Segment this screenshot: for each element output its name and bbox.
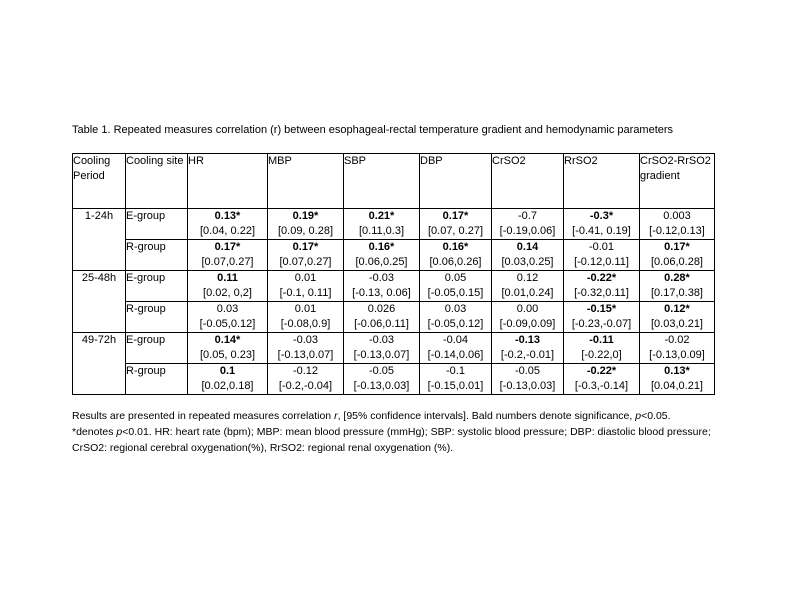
confidence-interval: [-0.32,0.11] (574, 287, 629, 299)
table-row (73, 333, 715, 364)
correlation-cell (188, 302, 268, 333)
correlation-value: 0.12* (664, 303, 690, 315)
confidence-interval: [-0.05,0.12] (199, 318, 256, 330)
correlation-value: -0.3* (589, 210, 614, 222)
correlation-cell (640, 302, 715, 333)
correlation-value: 0.19* (292, 210, 319, 222)
correlation-value: -0.05 (514, 365, 541, 377)
correlation-value: -0.11 (589, 334, 614, 346)
correlation-cell (564, 364, 640, 395)
correlation-cell (268, 271, 344, 302)
footnote-italic-p: p (116, 426, 123, 438)
correlation-value: -0.22* (586, 272, 617, 284)
confidence-interval: [-0.14,0.06] (427, 349, 484, 361)
confidence-interval: [0.05, 0.23] (199, 349, 256, 361)
confidence-interval: [0.03,0.21] (651, 318, 703, 330)
confidence-interval: [-0.22,0] (581, 349, 622, 361)
cooling-period-cell: 1-24h (73, 209, 126, 271)
confidence-interval: [-0.13, 0.06] (352, 287, 411, 299)
correlation-cell (344, 209, 420, 240)
cooling-period-cell: 25-48h (73, 271, 126, 333)
footnote-text: <0.01. HR: heart rate (bpm); MBP: mean blood pressure (mmHg); SBP: systolic blood pressure; DBP: diastolic blood pressure; (122, 426, 711, 438)
correlation-cell (420, 271, 492, 302)
correlation-value: -0.04 (442, 334, 469, 346)
correlation-cell (564, 333, 640, 364)
correlation-cell (640, 364, 715, 395)
correlation-value: 0.17* (214, 241, 241, 253)
confidence-interval: [0.07,0.27] (279, 256, 332, 268)
correlation-cell (420, 364, 492, 395)
confidence-interval: [0.17,0.38] (651, 287, 703, 299)
confidence-interval: [-0.09,0.09] (499, 318, 556, 330)
correlation-value: 0.21* (368, 210, 395, 222)
confidence-interval: [-0.08,0.9] (280, 318, 331, 330)
cooling-site-cell: R-group (126, 240, 188, 271)
footnote-italic-p: p (635, 410, 642, 422)
correlation-value: 0.17* (292, 241, 319, 253)
correlation-value: -0.01 (588, 241, 615, 253)
confidence-interval: [0.03,0.25] (501, 256, 554, 268)
correlation-cell (268, 364, 344, 395)
correlation-value: 0.03 (444, 303, 467, 315)
confidence-interval: [-0.13,0.09] (649, 349, 705, 361)
correlation-cell (188, 364, 268, 395)
table-row (73, 240, 715, 271)
footnote-text: , [95% confidence intervals]. Bald numbers denote significance, (337, 410, 636, 422)
correlation-value: -0.03 (368, 272, 395, 284)
cooling-site-cell: E-group (126, 209, 188, 240)
cooling-site-cell: E-group (126, 271, 188, 302)
correlation-cell (268, 302, 344, 333)
correlation-value: 0.026 (367, 303, 396, 315)
correlation-value: 0.16* (442, 241, 469, 253)
confidence-interval: [-0.12,0.13] (649, 225, 705, 237)
correlation-value: 0.13* (214, 210, 241, 222)
header-cell-cooling-period: Cooling Period (73, 154, 126, 209)
correlation-cell (640, 333, 715, 364)
confidence-interval: [0.06,0.25] (355, 256, 408, 268)
correlation-value: -0.12 (292, 365, 319, 377)
header-cell-crso2: CrSO2 (492, 154, 564, 209)
confidence-interval: [-0.06,0.11] (354, 318, 409, 330)
correlation-cell (492, 271, 564, 302)
correlation-cell (344, 302, 420, 333)
header-cell-gradient: CrSO2-RrSO2 gradient (640, 154, 715, 209)
header-cell-rrso2: RrSO2 (564, 154, 640, 209)
correlation-cell (492, 240, 564, 271)
correlation-cell (420, 209, 492, 240)
confidence-interval: [0.06,0.28] (651, 256, 703, 268)
correlation-cell (564, 302, 640, 333)
correlation-value: 0.00 (516, 303, 539, 315)
header-cell-mbp: MBP (268, 154, 344, 209)
confidence-interval: [0.02,0.18] (201, 380, 254, 392)
confidence-interval: [0.07,0.27] (201, 256, 254, 268)
correlation-value: -0.22* (586, 365, 617, 377)
header-row (73, 154, 715, 209)
confidence-interval: [-0.19,0.06] (499, 225, 556, 237)
correlation-cell (564, 271, 640, 302)
confidence-interval: [0.04, 0.22] (199, 225, 256, 237)
correlation-value: 0.11 (217, 272, 238, 284)
correlation-value: 0.03 (216, 303, 239, 315)
correlation-table (72, 153, 715, 395)
correlation-value: 0.01 (294, 272, 317, 284)
footnote-text: <0.05. (641, 410, 671, 422)
footnote-text: Results are presented in repeated measures correlation (72, 410, 335, 422)
correlation-value: 0.003 (663, 210, 691, 222)
correlation-value: 0.28* (664, 272, 690, 284)
confidence-interval: [-0.12,0.11] (574, 256, 629, 268)
confidence-interval: [-0.05,0.12] (427, 318, 484, 330)
confidence-interval: [-0.05,0.15] (427, 287, 484, 299)
correlation-cell (420, 240, 492, 271)
correlation-cell (640, 271, 715, 302)
correlation-value: 0.14 (516, 241, 539, 253)
correlation-cell (188, 240, 268, 271)
correlation-value: -0.03 (292, 334, 319, 346)
correlation-value: 0.17* (442, 210, 469, 222)
header-cell-cooling-site: Cooling site (126, 154, 188, 209)
correlation-value: 0.01 (294, 303, 317, 315)
confidence-interval: [-0.13,0.07] (353, 349, 410, 361)
correlation-value: -0.1 (446, 365, 465, 377)
footnote-text: *denotes (72, 426, 117, 438)
correlation-value: -0.7 (518, 210, 537, 222)
correlation-value: 0.17* (664, 241, 690, 253)
correlation-value: 0.13* (664, 365, 690, 377)
correlation-cell (564, 240, 640, 271)
cooling-site-cell: E-group (126, 333, 188, 364)
correlation-cell (188, 333, 268, 364)
confidence-interval: [-0.13,0.03] (499, 380, 556, 392)
confidence-interval: [0.11,0.3] (358, 225, 405, 237)
correlation-value: 0.16* (368, 241, 395, 253)
table-footnotes (72, 408, 711, 456)
correlation-value: -0.03 (368, 334, 395, 346)
correlation-value: -0.02 (664, 334, 690, 346)
cooling-period-cell: 49-72h (73, 333, 126, 395)
correlation-cell (268, 333, 344, 364)
confidence-interval: [0.01,0.24] (501, 287, 554, 299)
correlation-cell (344, 333, 420, 364)
confidence-interval: [-0.1, 0.11] (279, 287, 332, 299)
table-row (73, 364, 715, 395)
footnote-line-3: CrSO2: regional cerebral oxygenation(%), RrSO2: regional renal oxygenation (%). (72, 442, 454, 454)
correlation-value: 0.14* (214, 334, 241, 346)
correlation-cell (344, 364, 420, 395)
footnote-italic-r: r (334, 410, 338, 422)
confidence-interval: [0.07, 0.27] (427, 225, 484, 237)
confidence-interval: [-0.13,0.07] (277, 349, 334, 361)
correlation-value: -0.15* (586, 303, 617, 315)
correlation-value: 0.12 (516, 272, 539, 284)
correlation-cell (492, 333, 564, 364)
confidence-interval: [0.04,0.21] (651, 380, 703, 392)
correlation-cell (420, 302, 492, 333)
table-row (73, 209, 715, 240)
confidence-interval: [0.02, 0,2] (203, 287, 252, 299)
confidence-interval: [0.09, 0.28] (277, 225, 334, 237)
correlation-cell (564, 209, 640, 240)
confidence-interval: [-0.15,0.01] (427, 380, 484, 392)
header-cell-hr: HR (188, 154, 268, 209)
correlation-cell (492, 364, 564, 395)
correlation-cell (268, 209, 344, 240)
cooling-site-cell: R-group (126, 302, 188, 333)
correlation-value: -0.05 (368, 365, 395, 377)
footnote-line-1 (72, 408, 711, 424)
correlation-cell (268, 240, 344, 271)
header-cell-dbp: DBP (420, 154, 492, 209)
correlation-cell (640, 209, 715, 240)
table-row (73, 271, 715, 302)
cooling-site-cell: R-group (126, 364, 188, 395)
confidence-interval: [-0.41, 0.19] (572, 225, 631, 237)
correlation-cell (344, 240, 420, 271)
correlation-value: 0.1 (219, 365, 236, 377)
confidence-interval: [0.06,0.26] (429, 256, 482, 268)
footnote-line-2 (72, 424, 711, 440)
correlation-value: 0.05 (444, 272, 467, 284)
correlation-value: -0.13 (514, 334, 541, 346)
confidence-interval: [-0.13,0.03] (353, 380, 410, 392)
correlation-cell (188, 271, 268, 302)
header-cell-sbp: SBP (344, 154, 420, 209)
correlation-cell (492, 209, 564, 240)
correlation-cell (640, 240, 715, 271)
correlation-cell (344, 271, 420, 302)
table-row (73, 302, 715, 333)
table-caption: Table 1. Repeated measures correlation (r) between esophageal-rectal temperature gradient and hemodynamic parameters (72, 124, 674, 136)
confidence-interval: [-0.2,-0.04] (278, 380, 333, 392)
confidence-interval: [-0.3,-0.14] (574, 380, 629, 392)
correlation-cell (420, 333, 492, 364)
confidence-interval: [-0.23,-0.07] (571, 318, 632, 330)
correlation-cell (492, 302, 564, 333)
confidence-interval: [-0.2,-0.01] (500, 349, 555, 361)
correlation-cell (188, 209, 268, 240)
